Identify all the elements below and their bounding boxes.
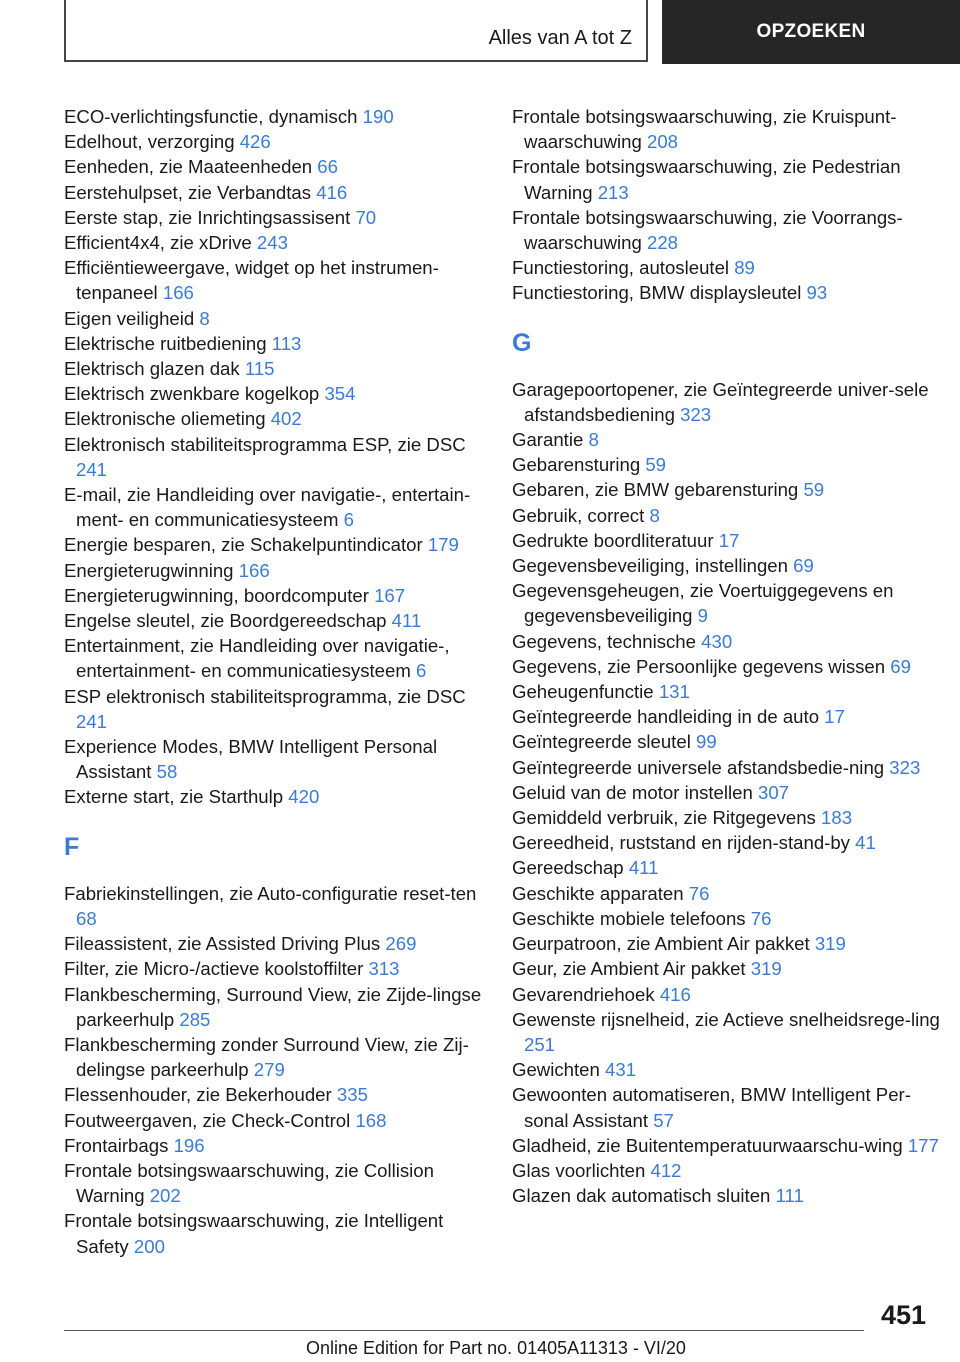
page-reference-link[interactable]: 166 xyxy=(162,282,194,304)
index-entry-text: Experience Modes, BMW Intelligent Personal Assistant xyxy=(64,736,438,783)
page-reference-link[interactable]: 8 xyxy=(649,504,660,526)
page-reference-link[interactable]: 241 xyxy=(76,458,108,480)
index-entry xyxy=(64,784,494,809)
index-entry xyxy=(512,154,942,204)
index-entry-text: Fileassistent, zie Assisted Driving Plus xyxy=(64,933,386,955)
index-entry-text: Flessenhouder, zie Bekerhouder xyxy=(64,1084,337,1106)
page-reference-link[interactable]: 354 xyxy=(324,383,356,405)
index-entry-text: ESP elektronisch stabiliteitsprogramma, zie DSC xyxy=(64,685,466,707)
index-entry-text: Gegevensgeheugen, zie Voertuiggegevens en gegevensbeveiliging xyxy=(512,580,894,627)
index-entry-text: Edelhout, verzorging xyxy=(64,131,240,153)
index-entry xyxy=(512,982,942,1007)
index-entry xyxy=(64,205,494,230)
page-reference-link[interactable]: 8 xyxy=(588,429,599,451)
index-entry xyxy=(512,578,942,628)
index-entry-text: Functiestoring, autosleutel xyxy=(512,257,735,279)
index-entry-text: Entertainment, zie Handleiding over navigatie-, entertainment- en communicatiesysteem xyxy=(64,635,450,682)
index-entry-text: Gemiddeld verbruik, zie Ritgegevens xyxy=(512,807,822,829)
index-entry-text: Efficiëntieweergave, widget op het instrumen-tenpaneel xyxy=(64,257,439,304)
index-entry xyxy=(512,1007,942,1057)
page-reference-link[interactable]: 69 xyxy=(890,655,911,677)
index-entry xyxy=(64,532,494,557)
index-entry-text: Eigen veiligheid xyxy=(64,307,200,329)
index-entry xyxy=(64,406,494,431)
index-entry xyxy=(64,482,494,532)
index-entry xyxy=(64,356,494,381)
index-entry xyxy=(512,704,942,729)
index-entry xyxy=(64,956,494,981)
index-entry xyxy=(512,280,942,305)
index-entry-text: Gegevens, zie Persoonlijke gegevens wissen xyxy=(512,655,891,677)
index-letter-heading: F xyxy=(64,832,80,861)
index-entry xyxy=(512,452,942,477)
index-entry xyxy=(512,1158,942,1183)
page-reference-link[interactable]: 68 xyxy=(76,907,97,929)
page-reference-link[interactable]: 416 xyxy=(659,983,691,1005)
index-entry xyxy=(512,427,942,452)
index-entry-text: Garantie xyxy=(512,429,589,451)
index-entry-text: Geïntegreerde sleutel xyxy=(512,731,696,753)
page-reference-link[interactable]: 323 xyxy=(889,756,921,778)
index-entry-text: Elektrische ruitbediening xyxy=(64,332,272,354)
index-entry-text: Frontale botsingswaarschuwing, zie Voorrangs-waarschuwing xyxy=(512,206,903,254)
index-entry-text: Gebruik, correct xyxy=(512,504,650,526)
index-entry xyxy=(512,830,942,855)
page-reference-link[interactable]: 9 xyxy=(697,605,709,627)
page-reference-link[interactable]: 426 xyxy=(239,131,271,153)
index-entry-text: Eerstehulpset, zie Verbandtas xyxy=(64,181,317,203)
index-entry-text: E-mail, zie Handleiding over navigatie-, entertain-ment- en communicatiesysteem xyxy=(64,484,471,531)
page-reference-link[interactable]: 6 xyxy=(343,509,354,531)
index-entry xyxy=(64,881,494,931)
page-reference-link[interactable]: 200 xyxy=(133,1235,165,1257)
page-reference-link[interactable]: 70 xyxy=(355,206,377,228)
index-entry xyxy=(512,755,942,780)
index-entry-text: Gereedheid, ruststand en rijden-stand-by xyxy=(512,832,856,854)
index-entry xyxy=(512,553,942,578)
opzoeken-tab[interactable] xyxy=(662,0,960,64)
index-entry xyxy=(64,1133,494,1158)
index-entry xyxy=(512,205,942,255)
index-entry-text: Energieterugwinning, boordcomputer xyxy=(64,584,375,606)
index-entry xyxy=(512,255,942,280)
page-reference-link[interactable]: 17 xyxy=(824,706,845,728)
page-reference-link[interactable]: 251 xyxy=(524,1033,556,1055)
index-column-right xyxy=(512,104,942,1208)
index-entry xyxy=(512,104,942,154)
index-entry-text: Energieterugwinning xyxy=(64,559,239,581)
page-reference-link[interactable]: 99 xyxy=(696,731,717,753)
page-reference-link[interactable]: 168 xyxy=(355,1109,387,1131)
page-reference-link[interactable]: 59 xyxy=(803,479,825,501)
index-entry-text: Gereedschap xyxy=(512,857,629,879)
index-entry-text: Gladheid, zie Buitentemperatuurwaarschu-wing xyxy=(512,1134,908,1156)
index-entry-text: Geur, zie Ambient Air pakket xyxy=(512,958,751,980)
index-entry xyxy=(64,558,494,583)
index-entry-text: Flankbescherming, Surround View, zie Zijde-lingse parkeerhulp xyxy=(64,983,482,1030)
index-entry-text: Gevarendriehoek xyxy=(512,983,660,1005)
page-reference-link[interactable]: 93 xyxy=(806,282,828,304)
index-entry xyxy=(512,528,942,553)
page-reference-link[interactable]: 196 xyxy=(173,1134,205,1156)
index-entry-text: Gebarensturing xyxy=(512,454,646,476)
page-reference-link[interactable]: 279 xyxy=(253,1059,285,1081)
index-entry xyxy=(64,1082,494,1107)
index-entry xyxy=(512,654,942,679)
page-reference-link[interactable]: 335 xyxy=(336,1084,368,1106)
index-entry xyxy=(64,154,494,179)
index-entry-text: Energie besparen, zie Schakelpuntindicator xyxy=(64,534,428,556)
index-entry xyxy=(64,608,494,633)
page-reference-link[interactable]: 323 xyxy=(680,403,712,425)
page-reference-link[interactable]: 243 xyxy=(256,232,288,254)
index-entry xyxy=(512,805,942,830)
index-entry xyxy=(64,1158,494,1208)
index-entry xyxy=(512,931,942,956)
index-entry xyxy=(64,982,494,1032)
page-reference-link[interactable]: 431 xyxy=(605,1059,637,1081)
index-entry xyxy=(64,633,494,683)
index-entry-text: Eerste stap, zie Inrichtingsassisent xyxy=(64,206,356,228)
page-reference-link[interactable]: 89 xyxy=(734,257,755,279)
page-number: 451 xyxy=(880,1300,926,1330)
index-entry xyxy=(64,583,494,608)
page-reference-link[interactable]: 113 xyxy=(271,332,302,354)
page-reference-link[interactable]: 66 xyxy=(317,156,338,178)
index-entry-text: Geïntegreerde universele afstandsbedie-ning xyxy=(512,756,890,778)
index-entry xyxy=(64,381,494,406)
index-entry xyxy=(64,1208,494,1258)
page-reference-link[interactable]: 115 xyxy=(244,358,275,380)
index-entry xyxy=(512,1133,942,1158)
index-entry xyxy=(512,1057,942,1082)
page-reference-link[interactable]: 213 xyxy=(597,181,629,203)
page-reference-link[interactable]: 131 xyxy=(658,681,690,703)
index-entry xyxy=(64,432,494,482)
index-entry-text: Elektronisch stabiliteitsprogramma ESP, zie DSC xyxy=(64,433,466,455)
index-letter-heading: G xyxy=(512,328,532,357)
index-entry-text: Geheugenfunctie xyxy=(512,681,659,703)
index-entry-text: Gewoonten automatiseren, BMW Intelligent Per-sonal Assistant xyxy=(512,1084,911,1131)
index-entry-text: Glas voorlichten xyxy=(512,1159,651,1181)
index-entry-text: Externe start, zie Starthulp xyxy=(64,786,289,808)
index-entry-text: Gebaren, zie BMW gebarensturing xyxy=(512,479,804,501)
index-entry-text: Elektronische oliemeting xyxy=(64,408,271,430)
index-entry xyxy=(512,1082,942,1132)
page-reference-link[interactable]: 8 xyxy=(199,307,210,329)
index-entry-text: Foutweergaven, zie Check-Control xyxy=(64,1109,356,1131)
page-reference-link[interactable]: 402 xyxy=(270,408,302,430)
index-entry-text: Frontale botsingswaarschuwing, zie Collision Warning xyxy=(64,1159,434,1207)
page-reference-link[interactable]: 17 xyxy=(718,529,740,551)
page-reference-link[interactable]: 41 xyxy=(855,832,876,854)
page-reference-link[interactable]: 411 xyxy=(391,610,422,632)
page-reference-link[interactable]: 420 xyxy=(288,786,320,808)
page-reference-link[interactable]: 167 xyxy=(374,584,406,606)
index-entry xyxy=(64,931,494,956)
page-reference-link[interactable]: 411 xyxy=(628,857,659,879)
page-reference-link[interactable]: 416 xyxy=(316,181,348,203)
section-title: Alles van A tot Z xyxy=(488,27,632,49)
page-reference-link[interactable]: 166 xyxy=(238,559,270,581)
page-reference-link[interactable]: 202 xyxy=(149,1185,181,1207)
index-entry-text: Garagepoortopener, zie Geïntegreerde univer-sele afstandsbediening xyxy=(512,378,929,425)
index-entry-text: Frontale botsingswaarschuwing, zie Intelligent Safety xyxy=(64,1210,444,1257)
index-entry-text: Glazen dak automatisch sluiten xyxy=(512,1185,776,1207)
opzoeken-tab-label: OPZOEKEN xyxy=(756,21,866,42)
index-entry xyxy=(64,255,494,305)
index-entry-text: Gedrukte boordliteratuur xyxy=(512,529,719,551)
index-entry xyxy=(512,503,942,528)
index-entry xyxy=(512,629,942,654)
page-reference-link[interactable]: 183 xyxy=(821,807,853,829)
index-entry-text: Functiestoring, BMW displaysleutel xyxy=(512,282,807,304)
index-entry-text: ECO-verlichtingsfunctie, dynamisch xyxy=(64,106,363,127)
page-reference-link[interactable]: 307 xyxy=(758,781,790,803)
index-entry xyxy=(512,956,942,981)
page-reference-link[interactable]: 319 xyxy=(814,933,846,955)
page-reference-link[interactable]: 6 xyxy=(416,660,427,682)
index-entry xyxy=(512,729,942,754)
index-entry-text: Elektrisch glazen dak xyxy=(64,358,245,380)
index-entry-text: Gegevens, technische xyxy=(512,630,702,652)
index-entry xyxy=(64,1108,494,1133)
index-entry-text: Engelse sleutel, zie Boordgereedschap xyxy=(64,610,392,632)
index-entry xyxy=(64,331,494,356)
page-reference-link[interactable]: 412 xyxy=(650,1159,682,1181)
page-reference-link[interactable]: 76 xyxy=(750,907,772,929)
index-entry xyxy=(64,104,494,129)
index-entry-text: Geïntegreerde handleiding in de auto xyxy=(512,706,825,728)
index-entry-text: Flankbescherming zonder Surround View, zie Zij-delingse parkeerhulp xyxy=(64,1033,469,1081)
header-frame xyxy=(64,0,648,62)
page-reference-link[interactable]: 177 xyxy=(907,1134,939,1156)
index-entry xyxy=(64,684,494,734)
index-entry xyxy=(512,906,942,931)
footer-edition-text: Online Edition for Part no. 01405A11313 - VI/20 xyxy=(306,1338,686,1358)
index-column-left xyxy=(64,104,494,1259)
index-entry-text: Frontale botsingswaarschuwing, zie Kruispunt-waarschuwing xyxy=(512,106,897,153)
page-header xyxy=(0,0,960,66)
index-entry-text: Filter, zie Micro-/actieve koolstoffilter xyxy=(64,958,369,980)
index-entry-text: Fabriekinstellingen, zie Auto-configuratie reset-ten xyxy=(64,882,477,904)
index-entry xyxy=(512,780,942,805)
index-entry-text: Geurpatroon, zie Ambient Air pakket xyxy=(512,933,815,955)
page-reference-link[interactable]: 269 xyxy=(385,933,417,955)
page-reference-link[interactable]: 208 xyxy=(646,131,679,153)
index-entry xyxy=(512,1183,942,1208)
index-entry xyxy=(64,180,494,205)
index-entry-text: Frontairbags xyxy=(64,1134,174,1156)
page-reference-link[interactable]: 228 xyxy=(646,232,679,254)
index-entry-text: Frontale botsingswaarschuwing, zie Pedestrian Warning xyxy=(512,156,901,203)
index-entry xyxy=(64,306,494,331)
index-entry-text: Eenheden, zie Maateenheden xyxy=(64,156,318,178)
index-entry-text: Gegevensbeveiliging, instellingen xyxy=(512,555,794,577)
index-entry-text: Geschikte apparaten xyxy=(512,882,689,904)
index-entry xyxy=(64,129,494,154)
index-entry xyxy=(512,881,942,906)
index-entry xyxy=(512,855,942,880)
page-reference-link[interactable]: 58 xyxy=(156,761,178,783)
index-entry xyxy=(512,377,942,427)
page-reference-link[interactable]: 76 xyxy=(688,882,710,904)
page-reference-link[interactable]: 57 xyxy=(653,1109,674,1131)
index-entry-text: Gewenste rijsnelheid, zie Actieve snelheidsrege-ling xyxy=(512,1008,940,1030)
index-entry xyxy=(64,734,494,784)
index-entry xyxy=(64,1032,494,1082)
index-entry xyxy=(64,230,494,255)
page-reference-link[interactable]: 69 xyxy=(793,555,814,577)
index-entry xyxy=(512,679,942,704)
page-reference-link[interactable]: 241 xyxy=(76,710,108,732)
footer-divider xyxy=(64,1330,864,1331)
index-entry-text: Elektrisch zwenkbare kogelkop xyxy=(64,383,325,405)
page-reference-link[interactable]: 59 xyxy=(645,454,667,476)
page-reference-link[interactable]: 313 xyxy=(368,958,400,980)
page-reference-link[interactable]: 190 xyxy=(362,106,394,127)
index-entry-text: Gewichten xyxy=(512,1059,606,1081)
index-entry xyxy=(512,477,942,502)
page-reference-link[interactable]: 179 xyxy=(427,534,459,556)
index-entry-text: Efficient4x4, zie xDrive xyxy=(64,232,257,254)
page-reference-link[interactable]: 111 xyxy=(775,1185,804,1207)
index-entry-text: Geluid van de motor instellen xyxy=(512,781,758,803)
index-entry-text: Geschikte mobiele telefoons xyxy=(512,907,751,929)
page-reference-link[interactable]: 319 xyxy=(750,958,782,980)
page-reference-link[interactable]: 285 xyxy=(179,1008,211,1030)
page-reference-link[interactable]: 430 xyxy=(701,630,733,652)
